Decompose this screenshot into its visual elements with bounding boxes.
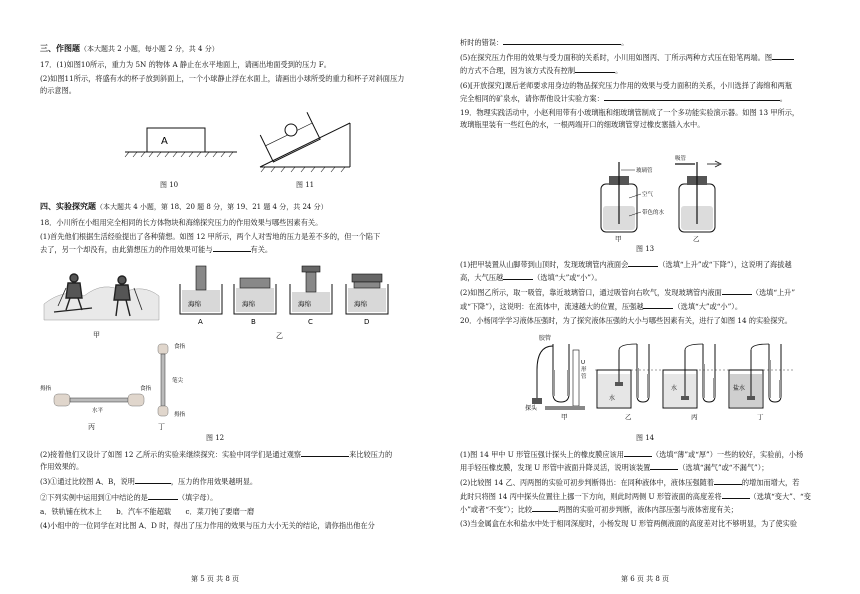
ball bbox=[285, 124, 297, 136]
answer-blank[interactable] bbox=[628, 258, 658, 267]
label-b: B bbox=[251, 318, 256, 326]
figure-12-sponges bbox=[178, 262, 398, 340]
left-column-2 bbox=[40, 194, 410, 259]
q19-part1-end: （选填“大”或“小”）。 bbox=[533, 273, 602, 283]
label-colored-water: 带色的水 bbox=[642, 210, 665, 216]
label-horizontal: 水平 bbox=[92, 408, 104, 414]
answer-blank[interactable] bbox=[604, 92, 780, 101]
q20-part1 bbox=[460, 448, 830, 461]
q18-part5-b bbox=[460, 64, 830, 77]
answer-blank[interactable] bbox=[643, 300, 673, 309]
figure-13-jia-label: 甲 bbox=[615, 235, 622, 243]
q20-part1-mid: （选填“薄”或“厚”）一些的较好，实验前，小杨 bbox=[651, 450, 804, 459]
right-column-3 bbox=[460, 448, 830, 532]
answer-blank[interactable] bbox=[722, 286, 752, 295]
label-d: D bbox=[364, 318, 370, 326]
right-column bbox=[460, 36, 830, 133]
figure-14-ding-label: 丁 bbox=[757, 413, 764, 421]
label-glass-tube: 玻璃管 bbox=[636, 168, 653, 174]
q20-part1-b bbox=[460, 461, 830, 474]
q18-part2-mid: 来比较压力的 bbox=[349, 450, 393, 459]
q18-part6-text: 完全相同的矿泉水，请你帮他设计实验方案： bbox=[460, 93, 604, 103]
q19-intro: 19．物理实践活动中，小赵利用带有小玻璃瓶和细玻璃管制成了一个多功能实验演示器。如图 13 甲所示， bbox=[460, 108, 800, 118]
q19-part1-b bbox=[460, 271, 830, 284]
q20-intro: 20．小杨同学学习液体压强时，为了探究液体压强的大小与哪些因素有关，进行了如图 14 的实验探究。 bbox=[460, 315, 792, 325]
q20-part1-text-b: 用手轻压橡皮膜，发现 U 形管中液面升降灵活，说明该装置 bbox=[460, 463, 651, 473]
figure-12-ding bbox=[148, 340, 208, 420]
cup bbox=[260, 112, 320, 162]
q18-part3-2 bbox=[40, 491, 410, 504]
q20-part2-text-b: 此时只将图 14 丙中探头位置往上挪一下方向，则此时两侧 U 形管液面的高度差将 bbox=[460, 491, 722, 501]
answer-blank[interactable] bbox=[301, 448, 349, 457]
q17-part2: (2)如图11所示，将盛有水的杯子放到斜面上，一个小球静止浮在水面上，请画出小球所受的重力和杯子对斜面压力的示意图。 bbox=[40, 74, 405, 96]
figure-14-bing-label: 丙 bbox=[691, 413, 698, 421]
q19-part1 bbox=[460, 258, 830, 271]
label-u-tube-1: U bbox=[581, 360, 586, 366]
figure-12-caption: 图 12 bbox=[206, 434, 225, 442]
q19-part2-text: (2)如图乙所示，取一吸管，靠近玻璃管口，通过吸管向右吹气，发现玻璃管内液面 bbox=[460, 288, 722, 298]
figure-14 bbox=[525, 335, 805, 421]
figure-11-caption: 图 11 bbox=[296, 181, 315, 189]
q20-part2-text-c: 小”或者“不变”）；比较 bbox=[460, 504, 533, 514]
figure-14-yi-label: 乙 bbox=[625, 413, 632, 421]
q18-part1-text: 去了，另一个却没有，由此猜想压力的作用效果可能与 bbox=[40, 245, 213, 255]
setup-yi bbox=[597, 344, 649, 408]
q18-part5-mid: 的方式不合理，因为该方式没有控制 bbox=[460, 66, 576, 76]
q18-part4-end: 。 bbox=[621, 38, 629, 47]
label-c: C bbox=[308, 318, 313, 326]
answer-blank[interactable] bbox=[575, 64, 615, 73]
q19-part1-mid: （选填“上升”或“下降”），这说明了海拔越 bbox=[658, 260, 792, 269]
label-u-tube-3: 管 bbox=[581, 374, 587, 380]
q20-part2-b bbox=[460, 490, 830, 503]
left-column-3 bbox=[40, 448, 410, 534]
label-ding-top: 食指 bbox=[174, 344, 186, 350]
figure-11 bbox=[255, 115, 355, 175]
figure-10 bbox=[125, 120, 255, 160]
section-3-heading bbox=[40, 42, 410, 56]
sponge-c bbox=[290, 266, 332, 326]
label-ding-bottom: 拇指 bbox=[174, 412, 186, 418]
q19-part1-text-b: 高，大气压越 bbox=[460, 273, 504, 283]
label-water-bing: 水 bbox=[671, 385, 678, 392]
label-u-tube-2: 形 bbox=[581, 367, 587, 373]
q17-part1: 17．(1)如图10所示，重力为 5N 的物体 A 静止在水平地面上，请画出地面受到的压力 F。 bbox=[40, 60, 331, 69]
label-ding-mid: 笔尖 bbox=[172, 378, 184, 384]
figure-13-caption: 图 13 bbox=[636, 245, 655, 253]
q20-part2-text: (2)比较图 14 乙、丙两图的实验可初步判断得出：在同种液体中，液体压强随着 bbox=[460, 478, 714, 488]
sponge-a bbox=[180, 266, 222, 326]
answer-blank[interactable] bbox=[135, 475, 171, 484]
figure-14-caption: 图 14 bbox=[636, 434, 655, 442]
right-page bbox=[430, 0, 860, 594]
q18-part3-2-text: ②下列实例中运用到①中结论的是 bbox=[40, 492, 148, 502]
section-4-title: 四、实验探究题 bbox=[40, 201, 96, 211]
q19-intro-b: 玻璃瓶里装有一些红色的水，一根两端开口的细玻璃管穿过橡皮塞插入水中。 bbox=[460, 120, 705, 130]
sponge-label: 海绵 bbox=[354, 300, 367, 308]
label-hose: 胶管 bbox=[539, 335, 552, 342]
q18-part3 bbox=[40, 475, 410, 488]
q18-part5 bbox=[460, 51, 830, 64]
figure-13-yi-label: 乙 bbox=[693, 235, 700, 243]
label-thumb: 拇指 bbox=[40, 386, 52, 392]
q18-options: a．铁轨铺在枕木上 b．汽车不能超载 c．菜刀钝了要磨一磨 bbox=[40, 506, 255, 516]
sponge-label: 海绵 bbox=[188, 300, 201, 308]
figure-14-jia-label: 甲 bbox=[561, 413, 568, 421]
label-straw: 吸管 bbox=[675, 156, 687, 162]
left-column bbox=[40, 36, 410, 100]
figure-13 bbox=[595, 156, 725, 243]
manometer-jia bbox=[532, 344, 585, 410]
q19-part2-mid: （选填“上升” bbox=[751, 288, 796, 298]
label-salt-water: 盐水 bbox=[733, 385, 746, 392]
answer-blank[interactable] bbox=[532, 503, 558, 512]
left-footer: 第 5 页 共 8 页 bbox=[190, 575, 240, 583]
label-a: A bbox=[198, 318, 203, 326]
figure-12-bing-label: 丙 bbox=[88, 423, 95, 431]
q19-part2-b bbox=[460, 300, 830, 313]
q20-part1-end: （选填“漏气”或“不漏气”）； bbox=[678, 463, 769, 473]
q18-part5-end: 。 bbox=[615, 66, 623, 76]
q18-part3-text: (3)①通过比较图 A、B，说明 bbox=[40, 477, 135, 487]
q20-part2-mid: 的增加而增大，若 bbox=[741, 478, 800, 488]
sponge-b bbox=[234, 278, 276, 326]
answer-blank[interactable] bbox=[503, 271, 533, 280]
label-index: 食指 bbox=[140, 386, 152, 392]
q18-part4: (4)小组中的一位同学在对比图 A、D 时，得出了压力作用的效果与压力大小无关的结论，请你指出他在分 bbox=[40, 521, 375, 531]
setup-bing bbox=[663, 344, 715, 408]
block-a-label: A bbox=[161, 136, 168, 147]
q18-part6: (6)[开放探究]课后老师要求用身边的物品探究压力作用的效果与受力面积的关系，小川选择了海绵和两瓶 bbox=[460, 80, 793, 90]
section-3-title: 三、作图题 bbox=[40, 43, 80, 53]
answer-blank[interactable] bbox=[503, 36, 621, 45]
q20-part3: (3)当金属盒在水和盐水中处于相同深度时，小杨发现 U 形管两侧液面的高度差对比不够明显，为了使实验 bbox=[460, 519, 798, 529]
q18-intro: 18．小川所在小组用完全相同的长方体物块和海绵探究压力的作用效果与哪些因素有关。 bbox=[40, 218, 323, 227]
answer-blank[interactable] bbox=[650, 461, 678, 470]
q20-part1-text: (1)图 14 甲中 U 形管压强计探头上的橡皮膜应该用 bbox=[460, 450, 624, 459]
q18-part1-end: 有关。 bbox=[250, 245, 273, 255]
figure-10-caption: 图 10 bbox=[160, 181, 179, 189]
block-a bbox=[147, 128, 205, 152]
figure-12-ding-label: 丁 bbox=[158, 423, 165, 431]
figure-12-bing bbox=[40, 378, 160, 422]
answer-blank[interactable] bbox=[624, 448, 652, 457]
sponge-label: 海绵 bbox=[242, 300, 255, 308]
q18-part4-cont bbox=[460, 36, 830, 49]
q18-part2-end: 作用效果的。 bbox=[40, 462, 84, 472]
q19-part2-end: （选填“大”或“小”）。 bbox=[673, 301, 743, 311]
bottle-yi bbox=[675, 161, 721, 232]
answer-blank[interactable] bbox=[722, 490, 750, 499]
q18-part6-end: 。 bbox=[779, 93, 787, 103]
answer-blank[interactable] bbox=[772, 51, 794, 60]
answer-blank[interactable] bbox=[148, 491, 178, 500]
q18-part2 bbox=[40, 448, 410, 461]
q19-part2 bbox=[460, 286, 830, 299]
q18-part6-b bbox=[460, 92, 830, 105]
q20-part2-mid-b: （选填“变大”、“变 bbox=[749, 491, 811, 501]
q18-part1-b bbox=[40, 243, 410, 256]
section-3-note: （本大题共 2 小题，每小题 2 分，共 4 分） bbox=[80, 45, 219, 53]
right-column-2 bbox=[460, 258, 830, 329]
q20-part2-c bbox=[460, 503, 830, 516]
setup-ding bbox=[729, 344, 781, 408]
q18-part2-text: (2)接着他们又设计了如图 12 乙所示的实验来继续探究：实验中同学们是通过观察 bbox=[40, 450, 302, 459]
sponge-d bbox=[346, 274, 388, 326]
figure-12-yi-label: 乙 bbox=[276, 332, 283, 340]
q18-part3-2-end: （填字母）。 bbox=[177, 492, 218, 502]
q18-part4-text: 析时的错误： bbox=[460, 38, 504, 47]
figure-12-jia-label: 甲 bbox=[93, 331, 100, 339]
q18-part5-text: (5)在探究压力作用的效果与受力面积的关系时，小川用如图丙、丁所示两种方式压在铅笔两端。图 bbox=[460, 53, 773, 63]
answer-blank[interactable] bbox=[714, 476, 742, 485]
label-water-yi: 水 bbox=[609, 395, 616, 402]
sponge-label: 海绵 bbox=[298, 300, 311, 308]
label-air: 空气 bbox=[642, 192, 654, 198]
figure-12-skiers bbox=[44, 266, 159, 326]
answer-blank[interactable] bbox=[213, 243, 251, 252]
q20-part2 bbox=[460, 476, 830, 489]
right-footer: 第 6 页 共 8 页 bbox=[620, 575, 670, 583]
q20-part2-end: 两图的实验可初步判断，液体内部压强与液体密度有关； bbox=[558, 504, 738, 514]
q18-part3-end: ，压力的作用效果越明显。 bbox=[170, 477, 258, 487]
section-4-note: （本大题共 4 小题，第 18、20 题 8 分，第 19、21 题 4 分，共 24 分） bbox=[96, 203, 328, 211]
q19-part1-text: (1)把甲装置从山脚带到山顶时，发现玻璃管内液面会 bbox=[460, 260, 629, 269]
label-probe: 探头 bbox=[525, 405, 538, 412]
q18-part1-a: (1)首先他们根据生活经验提出了各种猜想。如图 12 甲所示，两个人对雪地的压力是差不多的，但一个陷下 bbox=[40, 232, 381, 242]
q19-part2-text-b: 或“下降”），这说明：在流体中，流速越大的位置，压强越 bbox=[460, 301, 644, 311]
section-4-heading bbox=[40, 200, 410, 214]
